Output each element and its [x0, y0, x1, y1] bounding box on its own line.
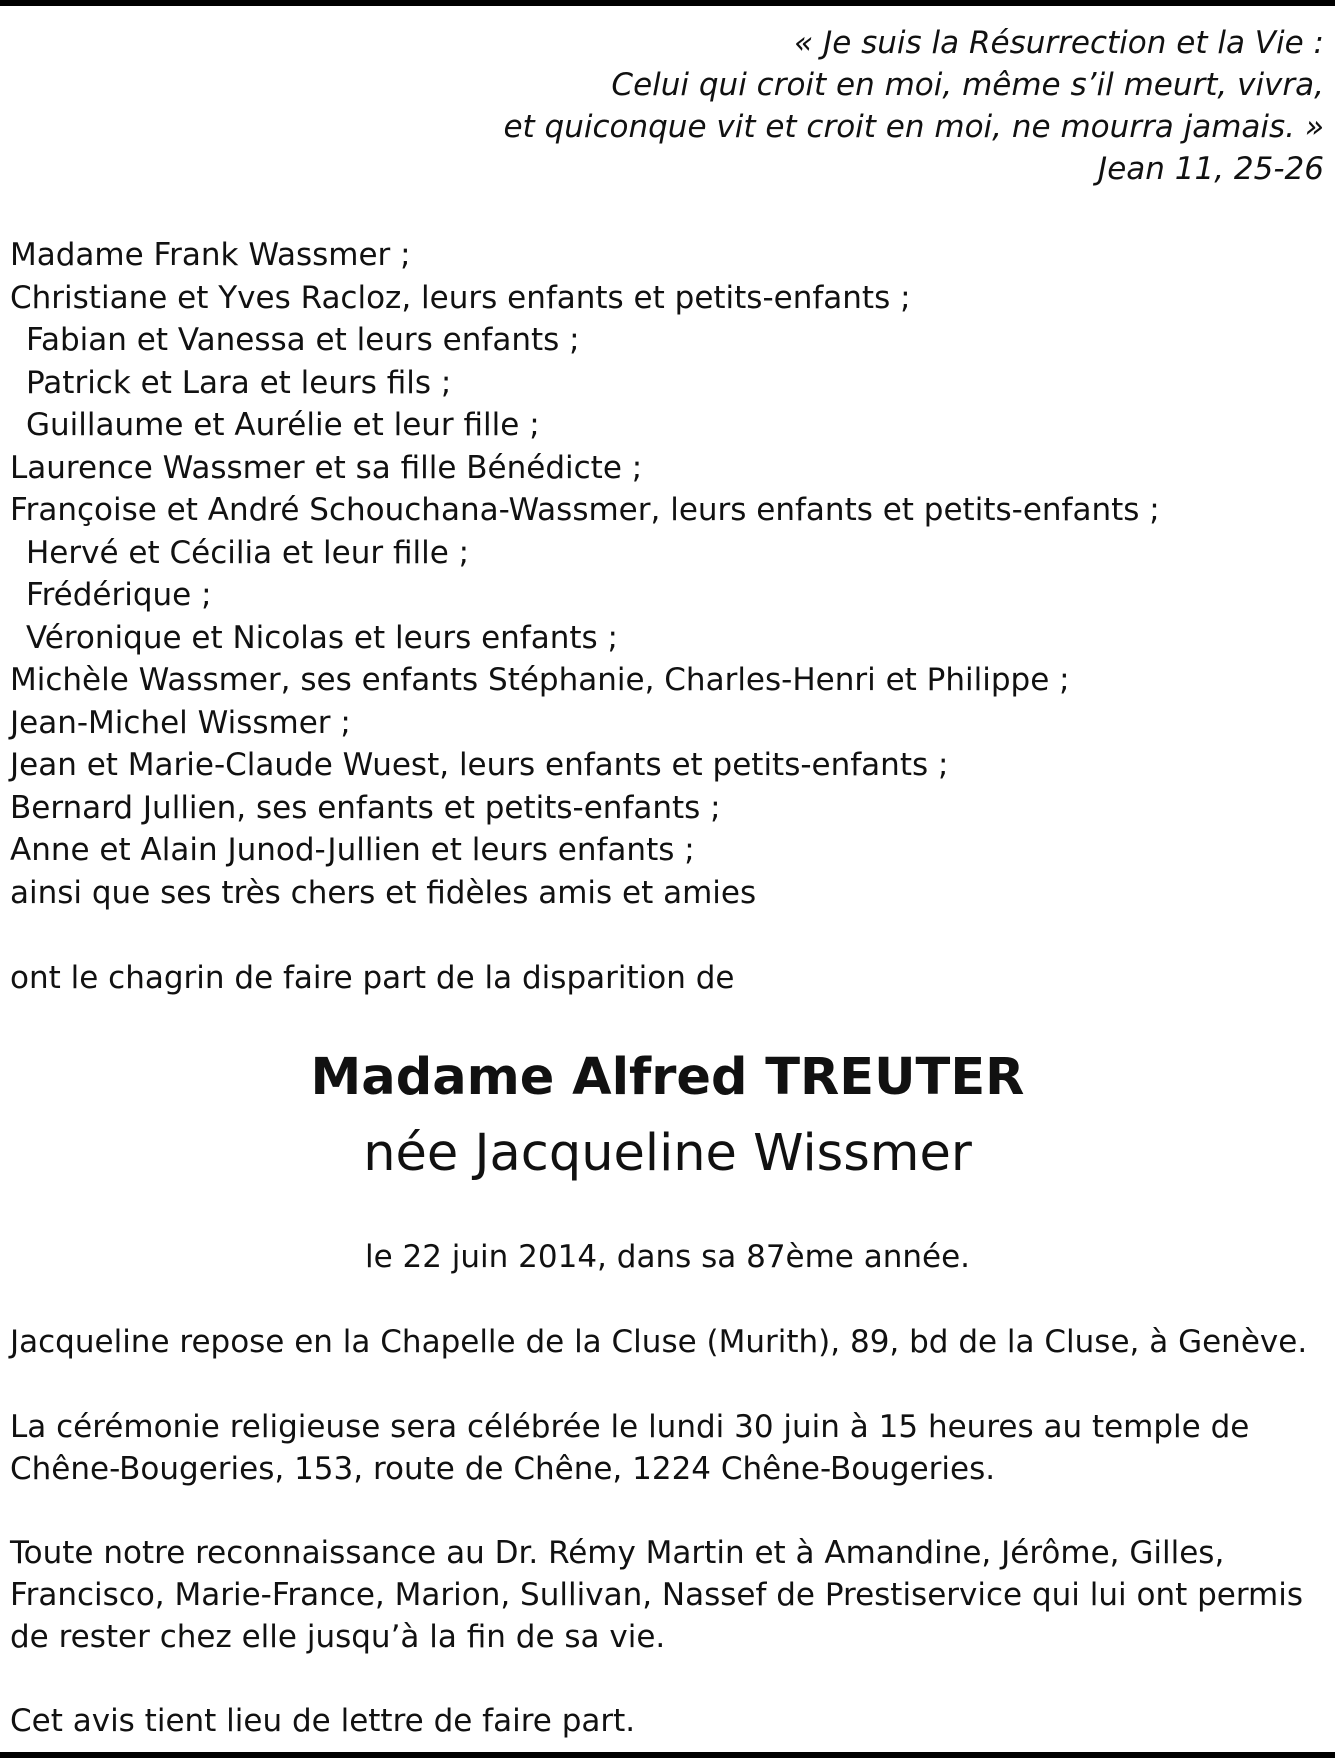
- rest-place-paragraph: [10, 1321, 1330, 1363]
- bible-epigraph: [424, 22, 1324, 190]
- epigraph-reference: Jean 11, 25-26: [1098, 151, 1324, 187]
- ceremony-paragraph: [10, 1406, 1330, 1490]
- family-line: Anne et Alain Junod-Jullien et leurs enfants ;: [10, 832, 695, 868]
- epigraph-line: et quiconque vit et croit en moi, ne mourra jamais. »: [503, 109, 1324, 145]
- family-line: Madame Frank Wassmer ;: [10, 237, 411, 273]
- paragraph-line: de rester chez elle jusqu’à la fin de sa vie.: [10, 1619, 666, 1655]
- family-line: Laurence Wassmer et sa fille Bénédicte ;: [10, 449, 643, 486]
- announcement-intro: ont le chagrin de faire part de la disparition de: [10, 960, 735, 996]
- paragraph-line: Chêne-Bougeries, 153, route de Chêne, 1224 Chêne-Bougeries.: [10, 1451, 996, 1487]
- top-border-rule: [0, 0, 1335, 6]
- epigraph-line: « Je suis la Résurrection et la Vie :: [794, 25, 1324, 61]
- epigraph-line: Celui qui croit en moi, même s’il meurt, vivra,: [611, 67, 1324, 103]
- closing-paragraph: [10, 1700, 1330, 1742]
- deceased-name: Madame Alfred TREUTER: [310, 1048, 1025, 1107]
- family-line-indented: Patrick et Lara et leurs fils ;: [26, 364, 452, 401]
- paragraph-line: Francisco, Marie-France, Marion, Sullivan, Nassef de Prestiservice qui lui ont permis: [10, 1577, 1304, 1613]
- thanks-paragraph: [10, 1532, 1330, 1658]
- paragraph-line: Jacqueline repose en la Chapelle de la Cluse (Murith), 89, bd de la Cluse, à Genève.: [10, 1324, 1308, 1360]
- family-line: ainsi que ses très chers et fidèles amis et amies: [10, 874, 757, 911]
- family-line-indented: Guillaume et Aurélie et leur fille ;: [26, 407, 540, 443]
- bottom-border-rule: [0, 1752, 1335, 1758]
- family-line: Bernard Jullien, ses enfants et petits-enfants ;: [10, 789, 721, 826]
- family-line: Jean-Michel Wissmer ;: [10, 704, 351, 741]
- family-line: Jean et Marie-Claude Wuest, leurs enfants et petits-enfants ;: [10, 747, 949, 783]
- family-line-indented: Véronique et Nicolas et leurs enfants ;: [26, 619, 618, 656]
- family-line: Christiane et Yves Racloz, leurs enfants et petits-enfants ;: [10, 279, 911, 316]
- family-line-indented: Fabian et Vanessa et leurs enfants ;: [26, 322, 580, 358]
- family-list: [10, 234, 1160, 914]
- family-line-indented: Frédérique ;: [26, 577, 212, 613]
- deceased-maiden-name: née Jacqueline Wissmer: [363, 1124, 972, 1183]
- paragraph-line: Cet avis tient lieu de lettre de faire part.: [10, 1703, 636, 1739]
- family-line-indented: Hervé et Cécilia et leur fille ;: [26, 534, 470, 571]
- paragraph-line: Toute notre reconnaissance au Dr. Rémy Martin et à Amandine, Jérôme, Gilles,: [10, 1535, 1225, 1571]
- family-line: Françoise et André Schouchana-Wassmer, leurs enfants et petits-enfants ;: [10, 492, 1160, 528]
- paragraph-line: La cérémonie religieuse sera célébrée le lundi 30 juin à 15 heures au temple de: [10, 1409, 1250, 1445]
- family-line: Michèle Wassmer, ses enfants Stéphanie, Charles-Henri et Philippe ;: [10, 662, 1070, 698]
- death-date-line: le 22 juin 2014, dans sa 87ème année.: [364, 1239, 971, 1275]
